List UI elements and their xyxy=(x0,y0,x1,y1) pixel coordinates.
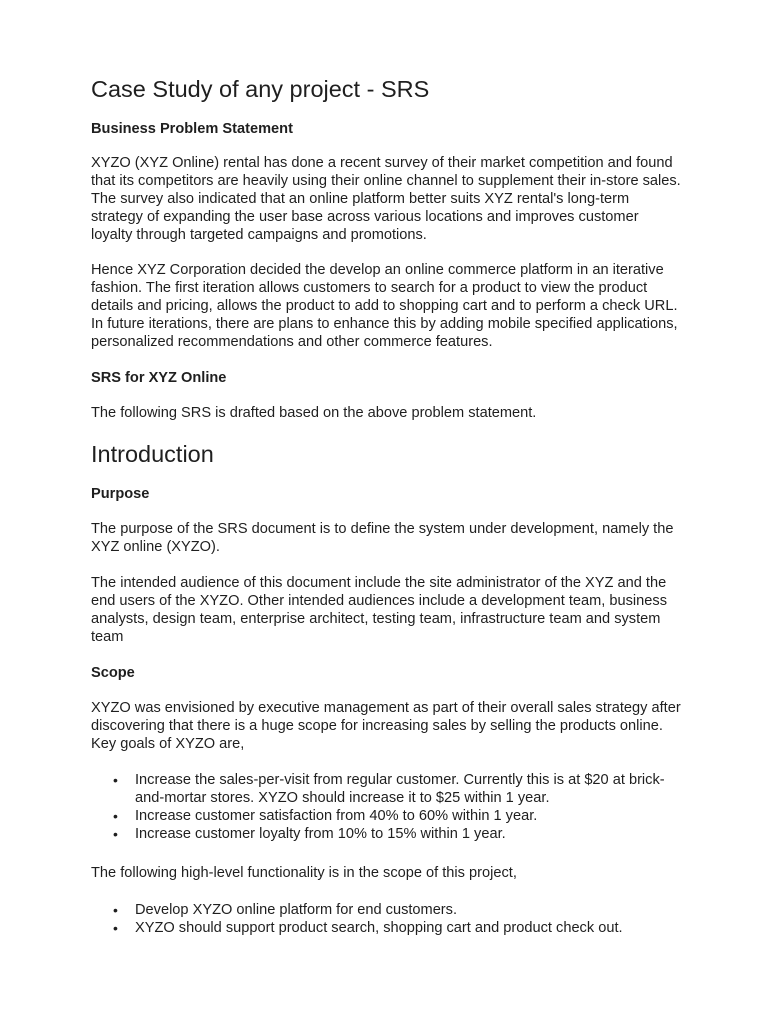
list-item-text: Increase customer loyalty from 10% to 15% within 1 year. xyxy=(135,826,506,842)
list-item xyxy=(91,901,681,919)
list-item-text: Develop XYZO online platform for end customers. xyxy=(135,902,458,918)
business-problem-heading: Business Problem Statement xyxy=(91,121,293,137)
bullet-icon: • xyxy=(113,772,118,788)
document-title: Case Study of any project - SRS xyxy=(91,76,430,102)
list-item xyxy=(91,771,681,807)
purpose-paragraph-1: The purpose of the SRS document is to define the system under development, namely the XYZ online (XYZO). xyxy=(91,521,674,555)
list-item-text: Increase the sales-per-visit from regular customer. Currently this is at $20 at brick-and-mortar stores. XYZO should increase it to $25 within 1 year. xyxy=(135,772,665,806)
list-item xyxy=(91,825,681,843)
functionality-intro-paragraph: The following high-level functionality is in the scope of this project, xyxy=(91,865,517,881)
bullet-icon: • xyxy=(113,808,118,824)
scope-heading: Scope xyxy=(91,665,135,681)
list-item xyxy=(91,807,681,825)
srs-section-paragraph: The following SRS is drafted based on the above problem statement. xyxy=(91,405,537,421)
business-problem-paragraph-1: XYZO (XYZ Online) rental has done a recent survey of their market competition and found that its competitors are heavily using their online channel to supplement their in-store sales. The survey also indicated that an online platform better suits XYZ rental's long-term strategy of expanding the user base across various locations and improves customer loyalty through targeted campaigns and promotions. xyxy=(91,155,681,243)
introduction-heading: Introduction xyxy=(91,441,214,467)
purpose-paragraph-2: The intended audience of this document include the site administrator of the XYZ and the end users of the XYZO. Other intended audiences include a development team, business analysts, design team, enterprise architect, testing team, infrastructure team and system team xyxy=(91,575,667,645)
bullet-icon: • xyxy=(113,920,118,936)
business-problem-paragraph-2: Hence XYZ Corporation decided the develop an online commerce platform in an iterative fashion. The first iteration allows customers to search for a product to view the product details and pricing, allows the product to add to shopping cart and to perform a check URL. In future iterations, there are plans to enhance this by adding mobile specified applications, personalized recommendations and other commerce features. xyxy=(91,262,678,350)
list-item xyxy=(91,919,681,937)
scope-goals-list xyxy=(91,771,681,843)
functionality-list xyxy=(91,901,681,937)
list-item-text: XYZO should support product search, shopping cart and product check out. xyxy=(135,920,623,936)
srs-section-heading: SRS for XYZ Online xyxy=(91,370,227,386)
bullet-icon: • xyxy=(113,902,118,918)
purpose-heading: Purpose xyxy=(91,486,150,502)
bullet-icon: • xyxy=(113,826,118,842)
list-item-text: Increase customer satisfaction from 40% to 60% within 1 year. xyxy=(135,808,538,824)
scope-intro-paragraph: XYZO was envisioned by executive management as part of their overall sales strategy after discovering that there is a huge scope for increasing sales by selling the products online. Key goals of XYZO are, xyxy=(91,700,681,752)
